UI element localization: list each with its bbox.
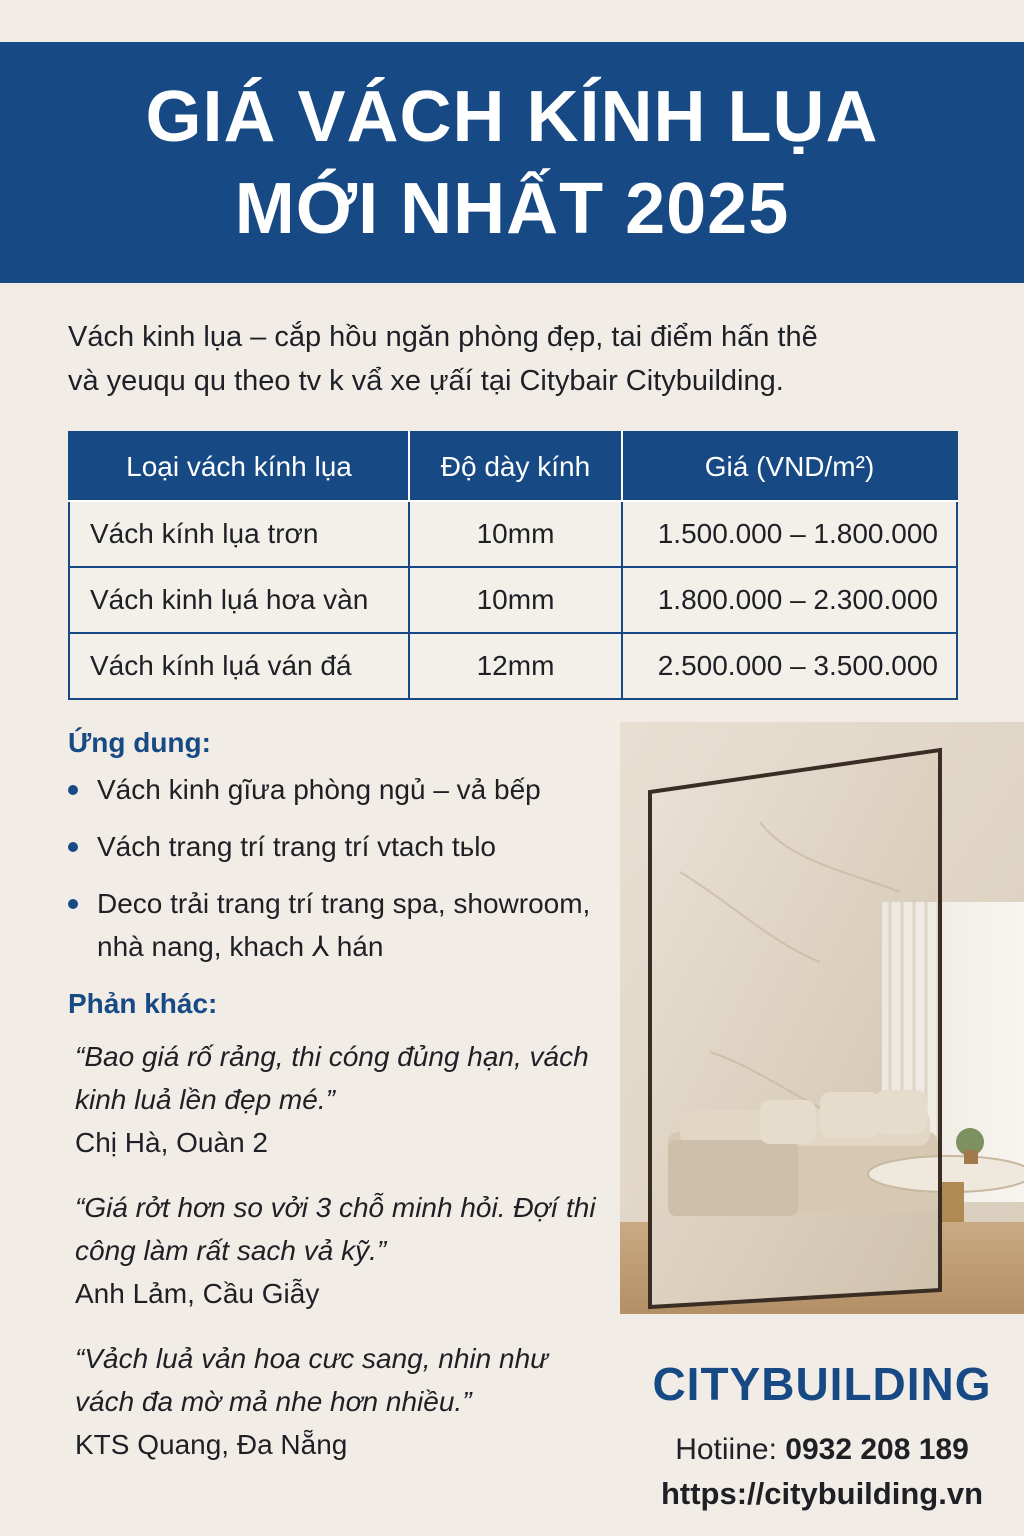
bullet-icon <box>68 785 78 795</box>
reviews-title: Phản khác: <box>68 988 218 1019</box>
application-text: Vách trang trí trang trí vtach tьlo <box>97 831 496 862</box>
header-type: Loại vách kính lụa <box>69 432 409 501</box>
list-item <box>68 882 597 968</box>
review-author: KTS Quang, Đa Nẵng <box>75 1429 348 1460</box>
cell-thickness: 10mm <box>409 567 622 633</box>
intro-line-1: Vách kinh lụa – cắp hồu ngăn phòng đẹp, tai điểm hấn thẽ <box>68 321 818 353</box>
applications-list <box>68 768 608 982</box>
table-row <box>69 633 957 699</box>
review-author: Chị Hà, Ouàn 2 <box>75 1127 268 1158</box>
hotline-label: Hotiine: <box>675 1433 777 1466</box>
header-price: Giá (VND/m²) <box>622 432 957 501</box>
review-item <box>75 1337 605 1466</box>
price-table <box>68 431 958 700</box>
review-quote: “Bao giá rố rảng, thi cóng đủng hạn, vách kinh luả lền đẹp mé.” <box>75 1041 589 1115</box>
hotline-number[interactable]: 0932 208 189 <box>785 1433 969 1466</box>
table-row <box>69 501 957 567</box>
table-row <box>69 567 957 633</box>
cell-price: 1.500.000 – 1.800.000 <box>622 501 957 567</box>
review-item <box>75 1186 605 1315</box>
cell-price: 2.500.000 – 3.500.000 <box>622 633 957 699</box>
cell-type: Vách kinh lụá hơa vàn <box>69 567 409 633</box>
review-author: Anh Lảm, Cầu Giẫy <box>75 1278 320 1309</box>
cell-price: 1.800.000 – 2.300.000 <box>622 567 957 633</box>
list-item <box>68 768 608 811</box>
review-item <box>75 1035 605 1164</box>
applications-title: Ứng dung: <box>68 727 211 758</box>
plant-pot <box>964 1150 978 1164</box>
reviews-list <box>75 1035 605 1488</box>
cell-thickness: 12mm <box>409 633 622 699</box>
header-thickness: Độ dày kính <box>409 432 622 501</box>
bullet-icon <box>68 899 78 909</box>
list-item <box>68 825 608 868</box>
application-text: Vách kinh gĩưa phòng ngủ – vả bếp <box>97 774 541 805</box>
application-text: Deco trải trang trí trang spa, showroom, nhà nang, khach ⅄ hán <box>97 888 591 962</box>
room-photo <box>620 722 1024 1314</box>
website-link[interactable]: https://citybuilding.vn <box>660 1476 984 1511</box>
intro-line-2: và yeuqu qu theo tv k vẩ xe ựấí tại Citybair Citybuilding. <box>68 365 784 397</box>
page-title-line-1: GIÁ VÁCH KÍNH LỤA <box>145 76 879 157</box>
cell-type: Vách kính lụá ván đá <box>69 633 409 699</box>
cell-thickness: 10mm <box>409 501 622 567</box>
bullet-icon <box>68 842 78 852</box>
review-quote: “Vảch luả vản hoa cưc sang, nhin như vách đa mờ mả nhe hơn nhiều.” <box>75 1343 548 1417</box>
page-title-line-2: MỚI NHẤT 2025 <box>234 168 790 249</box>
intro-text <box>68 315 968 403</box>
brand-block <box>620 1354 1024 1516</box>
review-quote: “Giá rởt hơn so vởi 3 chỗ minh hỏi. Đợí thi công làm rất sach vả kỹ.” <box>75 1192 596 1266</box>
sofa-left <box>668 1140 798 1216</box>
price-table-header <box>69 432 957 501</box>
title-banner <box>0 42 1024 283</box>
hotline <box>620 1428 1024 1472</box>
cell-type: Vách kính lụa trơn <box>69 501 409 567</box>
brand-name: CITYBUILDING <box>652 1358 992 1410</box>
